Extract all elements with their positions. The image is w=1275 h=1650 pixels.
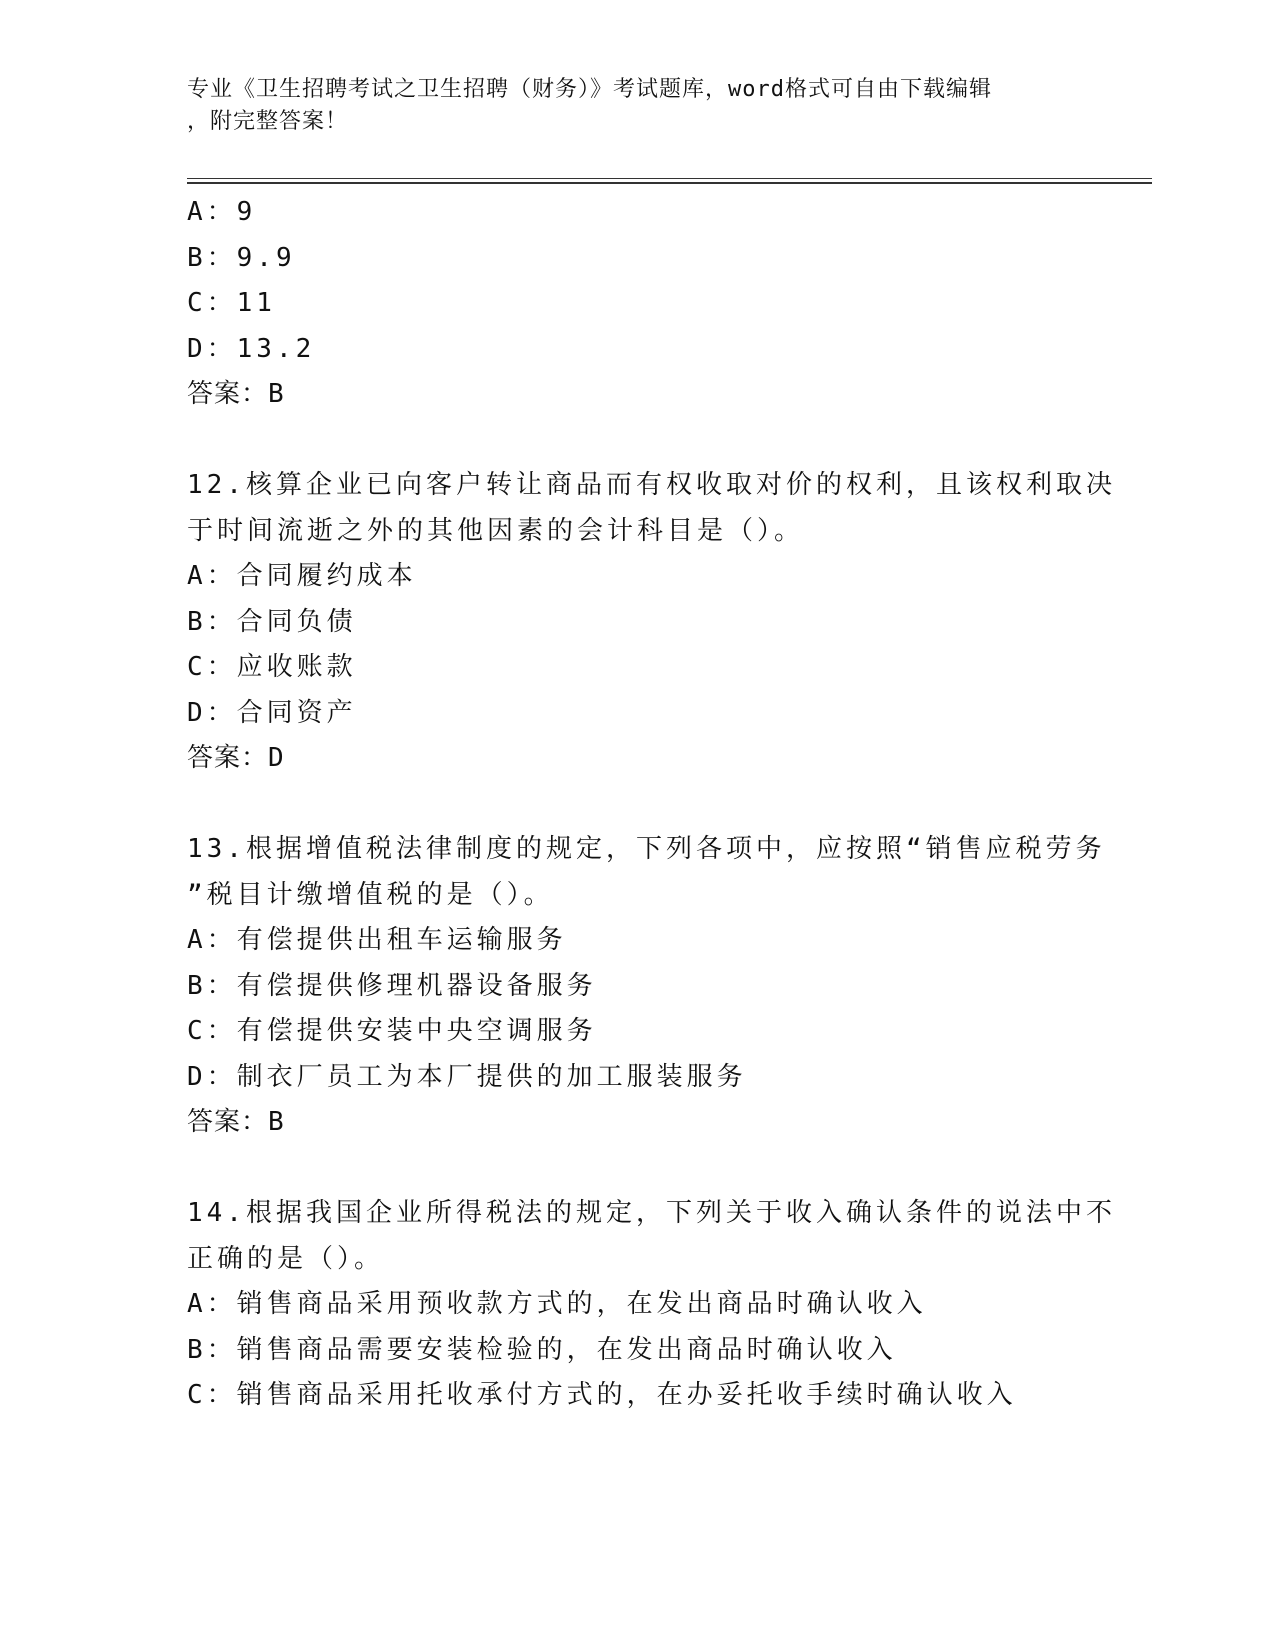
option-b: B：9.9 [187, 242, 296, 273]
option-a: A：合同履约成本 [187, 561, 417, 591]
option-b: B：有偿提供修理机器设备服务 [187, 970, 597, 1001]
question-11 [187, 190, 1087, 418]
question-list [187, 190, 1116, 1419]
option-d: D：合同资产 [187, 697, 357, 728]
question-13 [187, 827, 1106, 1146]
header-line-1: 专业《卫生招聘考试之卫生招聘（财务）》考试题库，word格式可自由下载编辑 [187, 77, 992, 102]
option-a: A：销售商品采用预收款方式的，在发出商品时确认收入 [187, 1289, 927, 1319]
spacer [187, 1146, 1087, 1192]
option-a: A：9 [187, 197, 257, 227]
option-b: B：销售商品需要安装检验的，在发出商品时确认收入 [187, 1334, 897, 1365]
option-d: D：制衣厂员工为本厂提供的加工服装服务 [187, 1061, 747, 1092]
option-d: D：13.2 [187, 333, 316, 364]
header-rule-thin [187, 178, 1152, 179]
answer: 答案：D [187, 743, 285, 773]
option-c: C：有偿提供安装中央空调服务 [187, 1016, 597, 1046]
question-stem: 13.根据增值税法律制度的规定，下列各项中，应按照“销售应税劳务 [187, 834, 1106, 864]
answer: 答案：B [187, 1107, 285, 1137]
spacer [187, 418, 1087, 464]
document-header [187, 74, 1067, 138]
answer: 答案：B [187, 379, 285, 409]
option-c: C：销售商品采用托收承付方式的，在办妥托收手续时确认收入 [187, 1380, 1017, 1410]
question-stem-continued: 于时间流逝之外的其他因素的会计科目是（）。 [187, 515, 805, 546]
question-stem-continued: 正确的是（）。 [187, 1243, 385, 1274]
question-stem: 14.根据我国企业所得税法的规定，下列关于收入确认条件的说法中不 [187, 1198, 1116, 1228]
question-stem-continued: ”税目计缴增值税的是（）。 [187, 879, 554, 910]
question-12 [187, 463, 1116, 782]
option-b: B：合同负债 [187, 606, 357, 637]
header-line-2: ，附完整答案！ [187, 109, 349, 134]
option-a: A：有偿提供出租车运输服务 [187, 925, 567, 955]
option-c: C：应收账款 [187, 652, 357, 682]
spacer [187, 782, 1087, 828]
question-14 [187, 1191, 1116, 1419]
option-c: C：11 [187, 288, 276, 318]
question-stem: 12.核算企业已向客户转让商品而有权收取对价的权利，且该权利取决 [187, 470, 1116, 500]
header-rule-thick [187, 182, 1152, 184]
